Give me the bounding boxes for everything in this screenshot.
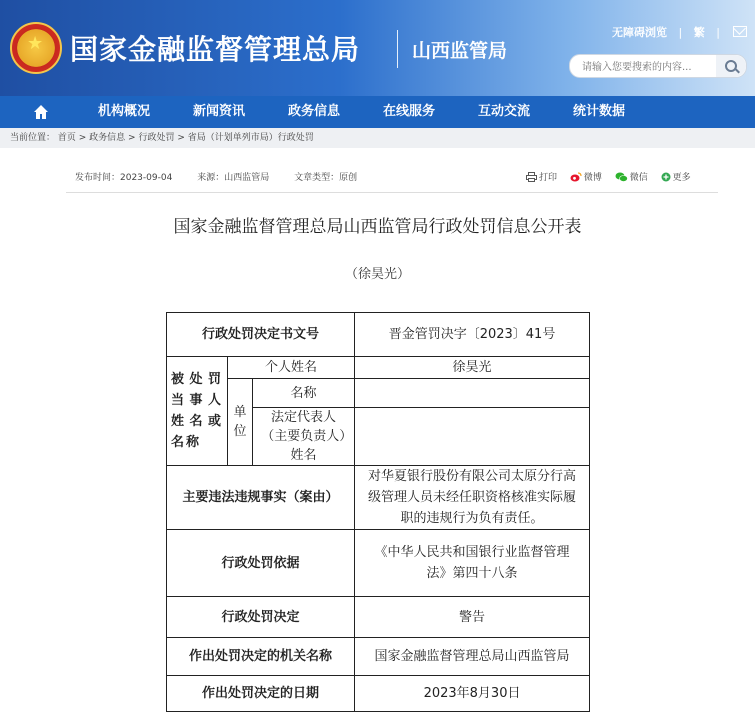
decision-value: 警告 xyxy=(355,597,590,638)
tool-divider: | xyxy=(678,26,683,39)
table-row xyxy=(167,530,590,597)
print-label: 打印 xyxy=(539,173,558,183)
more-share-button[interactable] xyxy=(661,170,691,183)
article-title: 国家金融监督管理总局山西监管局行政处罚信息公开表 xyxy=(173,217,582,237)
breadcrumb-label: 当前位置： xyxy=(10,133,56,143)
print-button[interactable] xyxy=(526,170,557,183)
doc-no-value: 晋金管罚决字〔2023〕41号 xyxy=(355,313,590,357)
facts-value: 对华夏银行股份有限公司太原分行高级管理人员未经任职资格核准实际履职的违规行为负有责任。 xyxy=(355,466,590,530)
table-row xyxy=(167,676,590,712)
authority-label: 作出处罚决定的机关名称 xyxy=(167,638,355,676)
breadcrumb-link-home[interactable]: 首页 xyxy=(57,133,76,143)
basis-value: 《中华人民共和国银行业监督管理法》第四十八条 xyxy=(355,530,590,597)
sub-site-title[interactable]: 山西监管局 xyxy=(412,40,508,62)
search-input[interactable] xyxy=(580,57,714,77)
facts-label: 主要违法违规事实（案由） xyxy=(167,466,355,530)
meta-divider xyxy=(66,192,718,193)
person-name-value: 徐昊光 xyxy=(355,357,590,379)
header-tools xyxy=(612,24,747,40)
basis-label: 行政处罚依据 xyxy=(167,530,355,597)
breadcrumb-sep: > xyxy=(174,133,188,143)
person-name-label: 个人姓名 xyxy=(228,357,355,379)
plus-icon xyxy=(661,172,671,182)
nav-item-interaction[interactable]: 互动交流 xyxy=(478,104,531,119)
wechat-icon xyxy=(615,172,628,182)
main-nav xyxy=(0,96,755,128)
party-label: 被处罚当事人姓名或名称 xyxy=(167,357,228,466)
nav-home[interactable] xyxy=(0,96,80,128)
share-bar xyxy=(526,170,701,183)
home-icon xyxy=(33,104,49,120)
search-box xyxy=(569,54,747,78)
unit-name-value xyxy=(355,379,590,408)
traditional-chinese-link[interactable]: 繁 xyxy=(693,26,705,39)
article-subject-name: （徐昊光） xyxy=(344,267,410,282)
table-row xyxy=(167,597,590,638)
breadcrumb-sep: > xyxy=(75,133,90,143)
weibo-label: 微博 xyxy=(583,173,602,183)
wechat-label: 微信 xyxy=(629,173,648,183)
site-header xyxy=(0,0,755,96)
table-row xyxy=(167,313,590,357)
article-meta xyxy=(75,170,379,183)
table-row xyxy=(167,638,590,676)
breadcrumb xyxy=(0,128,755,148)
more-label: 更多 xyxy=(672,173,691,183)
search-icon[interactable] xyxy=(716,55,746,77)
table-row xyxy=(167,357,590,379)
tool-divider: | xyxy=(716,26,720,39)
breadcrumb-link-penalty[interactable]: 行政处罚 xyxy=(138,133,175,143)
penalty-info-table xyxy=(166,312,590,712)
article-type: 文章类型：原创 xyxy=(294,173,358,183)
decision-label: 行政处罚决定 xyxy=(167,597,355,638)
table-row xyxy=(167,379,590,408)
weibo-icon xyxy=(570,172,582,182)
print-icon xyxy=(526,172,537,182)
weibo-share-button[interactable] xyxy=(570,170,602,183)
publish-date: 发布时间：2023-09-04 xyxy=(75,173,173,183)
legal-rep-label: 法定代表人（主要负责人）姓名 xyxy=(253,408,355,466)
legal-rep-value xyxy=(355,408,590,466)
site-title[interactable]: 国家金融监督管理总局 xyxy=(70,33,361,66)
table-row xyxy=(167,466,590,530)
unit-label: 单位 xyxy=(228,379,253,466)
nav-item-online-service[interactable]: 在线服务 xyxy=(383,104,436,119)
nav-item-news[interactable]: 新闻资讯 xyxy=(193,104,246,119)
date-label: 作出处罚决定的日期 xyxy=(167,676,355,712)
authority-value: 国家金融监督管理总局山西监管局 xyxy=(355,638,590,676)
nav-item-statistics[interactable]: 统计数据 xyxy=(573,104,626,119)
doc-no-label: 行政处罚决定书文号 xyxy=(167,313,355,357)
date-value: 2023年8月30日 xyxy=(355,676,590,712)
national-emblem-icon xyxy=(10,22,62,74)
wechat-share-button[interactable] xyxy=(615,170,648,183)
nav-item-about[interactable]: 机构概况 xyxy=(98,104,151,119)
nav-item-gov-info[interactable]: 政务信息 xyxy=(288,104,341,119)
accessibility-link[interactable]: 无障碍浏览 xyxy=(612,26,667,39)
breadcrumb-link-gov-info[interactable]: 政务信息 xyxy=(89,133,126,143)
breadcrumb-link-provincial-penalty[interactable]: 省局（计划单列市局）行政处罚 xyxy=(187,133,314,143)
header-divider xyxy=(397,30,398,68)
article-source: 来源：山西监管局 xyxy=(197,173,270,183)
unit-name-label: 名称 xyxy=(253,379,355,408)
mail-icon[interactable] xyxy=(733,26,747,37)
breadcrumb-sep: > xyxy=(125,133,139,143)
